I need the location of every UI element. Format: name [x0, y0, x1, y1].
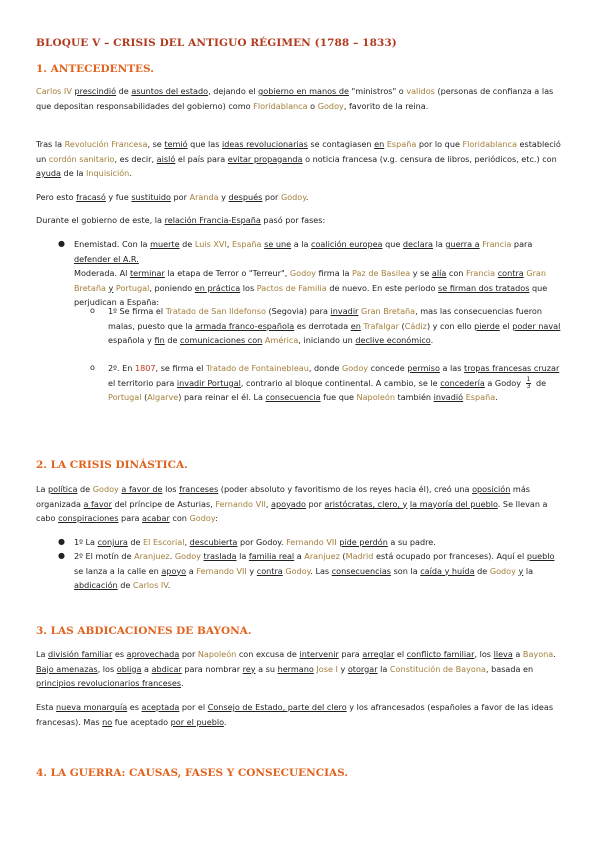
list-bullet: o [90, 306, 95, 315]
list-bullet: ● [58, 537, 65, 546]
section-heading-antecedentes: 1. ANTECEDENTES. [36, 63, 154, 75]
list-item: 1º Se firma el Tratado de San Ildefonso (Segovia) para invadir Gran Bretaña, mas las consecuencias fueron malas, puesto que la armada franco-española es derrotada en Trafalgar (Cádiz) y con ello pierde el poder naval española y fin de comunicaciones con América, iniciando un declive económico. [108, 306, 561, 345]
section-heading-abdicaciones: 3. LAS ABDICACIONES DE BAYONA. [36, 625, 252, 637]
paragraph: Tras la Revolución Francesa, se temió que las ideas revolucionarias se contagiasen en España por lo que Floridablanca estableció un cordón sanitario, es decir, aisló el país para evitar propaganda o noticia francesa (v.g. censura de libros, periódicos, etc.) con ayuda de la Inquisición. [36, 139, 561, 178]
paragraph: Durante el gobierno de este, la relación Francia-España pasó por fases: [36, 215, 326, 225]
fraction: $\frac{1}{3}$ [526, 375, 531, 390]
list-item: 2º El motín de Aranjuez. Godoy traslada la familia real a Aranjuez (Madrid está ocupado por franceses). Aquí el pueblo se lanza a la calle en apoyo a Fernando VII y contra Godoy. Las consecuencias son la caída y huída de Godoy y la abdicación de Carlos IV. [74, 551, 555, 590]
list-item: 2º. En 1807, se firma el Tratado de Fontainebleau, donde Godoy concede permiso a las tropas francesas cruzar el territorio para invadir Portugal, contrario al bloque continental. A cambio, se le concedería a Godoy $\frac{1}{3}$ de Portugal (Algarve) para reinar el él. La consecuencia fue que Napoleón también invadió España. [108, 363, 560, 402]
paragraph: Pero esto fracasó y fue sustituido por Aranda y después por Godoy. [36, 192, 309, 202]
list-bullet: ● [58, 551, 65, 560]
section-heading-la-guerra: 4. LA GUERRA: CAUSAS, FASES Y CONSECUENCIAS. [36, 767, 349, 779]
list-item: Enemistad. Con la muerte de Luis XVI, España se une a la coalición europea que declara la guerra a Francia para defender el A.R. Moderada. Al terminar la etapa de Terror o "Terreur", Godoy firma la Paz de Basilea y se alía con Francia contra Gran Bretaña y Portugal, poniendo en práctica los Pactos de Familia de nuevo. En este periodo se firman dos tratados que perjudican a España: [74, 239, 548, 307]
paragraph: La división familiar es aprovechada por Napoleón con excusa de intervenir para arreglar el conflicto familiar, los lleva a Bayona. Bajo amenazas, los obliga a abdicar para nombrar rey a su hermano Jose I y otorgar la Constitución de Bayona, basada en principios revolucionarios franceses. [36, 649, 556, 688]
list-bullet: ● [58, 239, 65, 248]
section-heading-crisis-dinastica: 2. LA CRISIS DINÁSTICA. [36, 459, 188, 471]
paragraph: Esta nueva monarquía es aceptada por el Consejo de Estado, parte del clero y los afrancesados (españoles a favor de las ideas francesas). Mas no fue aceptado por el pueblo. [36, 702, 554, 727]
page-title: BLOQUE V – CRISIS DEL ANTIGUO RÉGIMEN (1788 – 1833) [36, 37, 397, 49]
paragraph: La política de Godoy a favor de los franceses (poder absoluto y favoritismo de los reyes hacia él), creó una oposición más organizada a favor del príncipe de Asturias, Fernando VII, apoyado por aristócratas, clero, y la mayoría del pueblo. Se llevan a cabo conspiraciones para acabar con Godoy: [36, 484, 548, 523]
list-item: 1º La conjura de El Escorial, descubierta por Godoy. Fernando VII pide perdón a su padre. [74, 537, 436, 547]
paragraph: Carlos IV prescindió de asuntos del estado, dejando el gobierno en manos de "ministros" o validos (personas de confianza a las que depositan responsabilidades del gobierno) como Floridablanca o Godoy, favorito de la reina. [36, 86, 554, 111]
list-bullet: o [90, 363, 95, 372]
